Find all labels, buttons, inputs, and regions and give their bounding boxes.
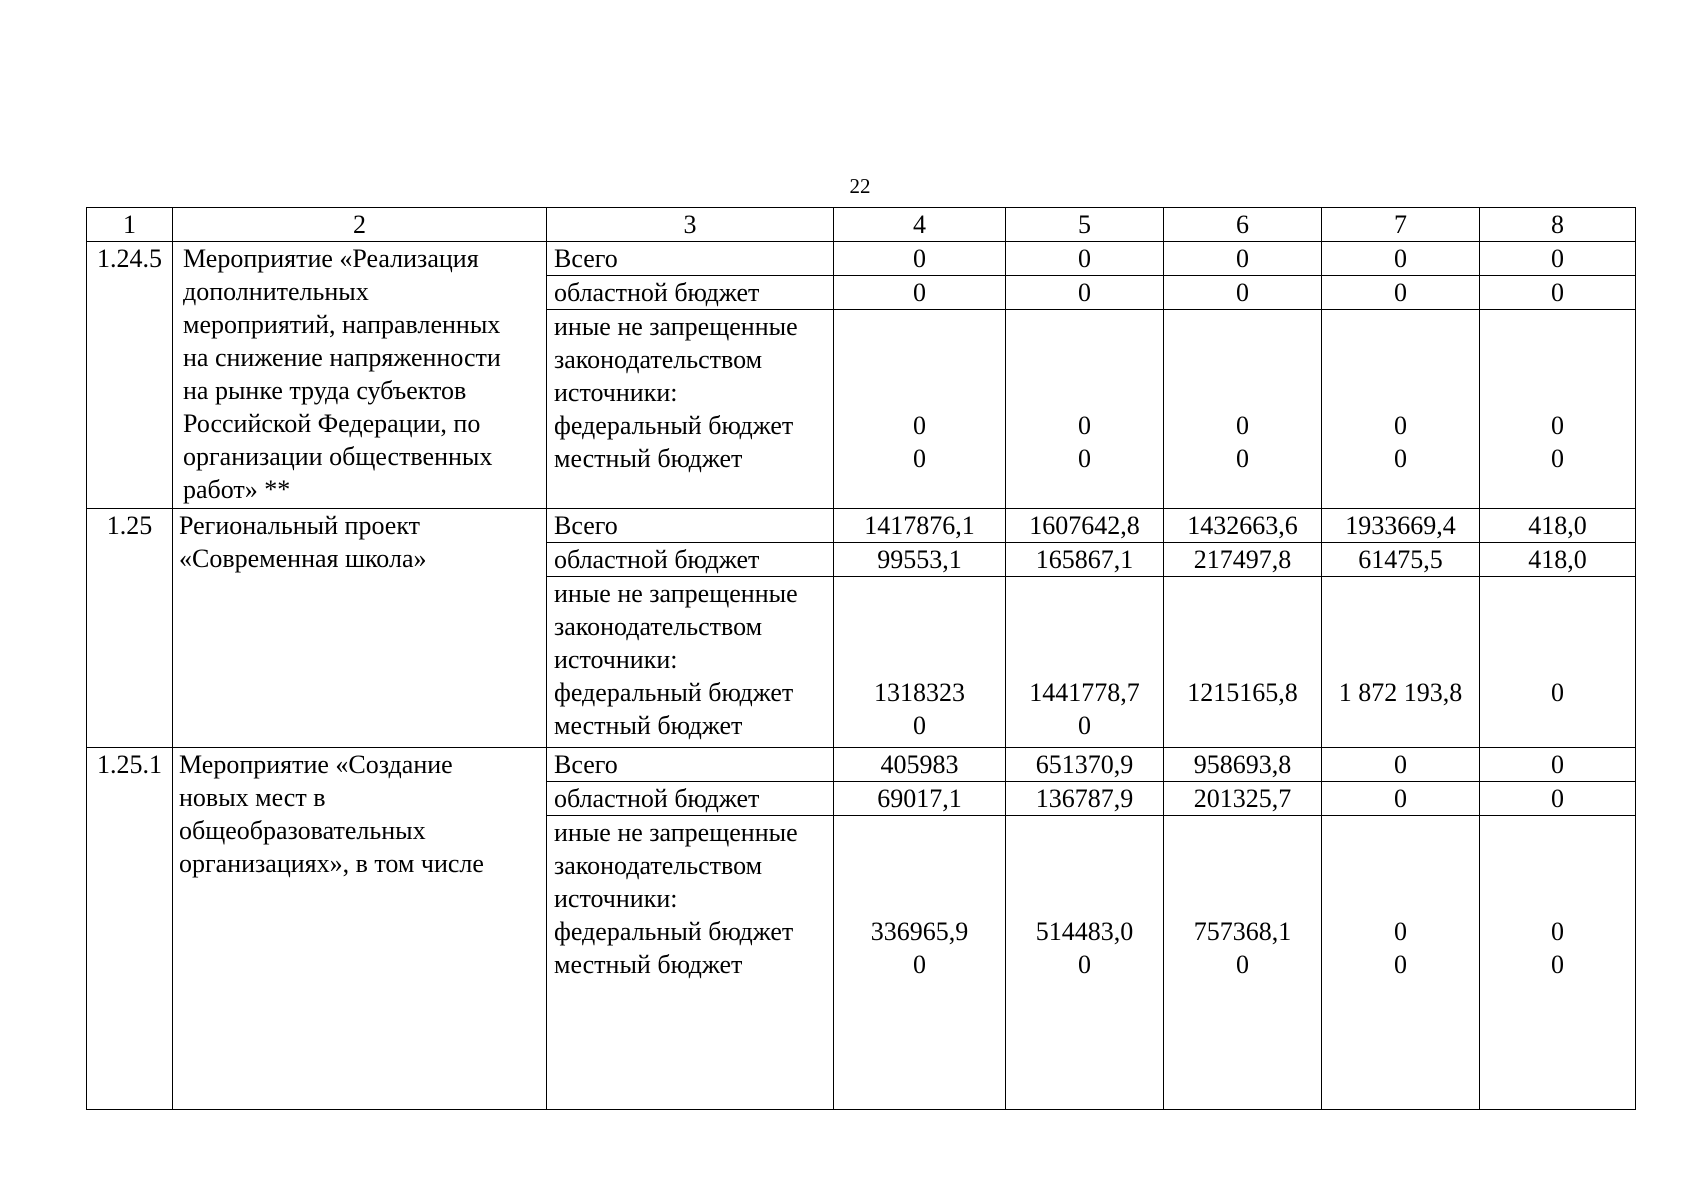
federal-value: 336965,9 <box>870 917 969 946</box>
local-value: 0 <box>1236 950 1249 979</box>
value-cell: 0 <box>1480 782 1636 816</box>
total-row <box>87 509 1636 543</box>
value-cell <box>834 310 1006 509</box>
value-cell: 0 <box>1322 782 1480 816</box>
item-name <box>173 748 547 1110</box>
item-name-line: Российской Федерации, по <box>183 409 481 438</box>
value-cell: 0 <box>1006 242 1164 276</box>
source-label-line: местный бюджет <box>554 444 743 473</box>
value-cell <box>1322 310 1480 509</box>
federal-value: 514483,0 <box>1035 917 1134 946</box>
value-cell: 165867,1 <box>1006 543 1164 577</box>
column-number: 3 <box>547 208 834 242</box>
item-name-line: дополнительных <box>183 277 369 306</box>
local-value: 0 <box>1078 950 1091 979</box>
federal-value: 0 <box>913 411 926 440</box>
value-cell <box>1164 577 1322 748</box>
source-label-line: законодательством <box>554 345 763 374</box>
value-cell: 0 <box>1322 276 1480 310</box>
local-value: 0 <box>1551 950 1564 979</box>
value-cell: 0 <box>1480 276 1636 310</box>
federal-value: 0 <box>1551 917 1564 946</box>
value-cell <box>1480 310 1636 509</box>
item-name <box>173 509 547 748</box>
item-name-line: на рынке труда субъектов <box>183 376 467 405</box>
column-number: 8 <box>1480 208 1636 242</box>
item-code: 1.25.1 <box>87 748 173 1110</box>
column-number: 6 <box>1164 208 1322 242</box>
value-cell: 99553,1 <box>834 543 1006 577</box>
item-name-line: работ» ** <box>183 475 291 504</box>
value-cell: 418,0 <box>1480 509 1636 543</box>
value-cell: 1607642,8 <box>1006 509 1164 543</box>
federal-value: 0 <box>1236 411 1249 440</box>
value-cell: 0 <box>1480 748 1636 782</box>
item-name-line: организациях», в том числе <box>179 849 484 878</box>
value-cell: 0 <box>834 276 1006 310</box>
value-cell: 136787,9 <box>1006 782 1164 816</box>
source-label-line: источники: <box>554 645 678 674</box>
column-number: 2 <box>173 208 547 242</box>
federal-value: 0 <box>1551 678 1564 707</box>
item-name-line: новых мест в <box>179 783 326 812</box>
value-cell: 217497,8 <box>1164 543 1322 577</box>
local-value: 0 <box>1394 950 1407 979</box>
item-name-line: мероприятий, направленных <box>183 310 501 339</box>
source-label-line: источники: <box>554 884 678 913</box>
page-number: 22 <box>849 174 871 198</box>
value-cell <box>1164 310 1322 509</box>
value-cell: 61475,5 <box>1322 543 1480 577</box>
item-name-line: Региональный проект <box>179 511 420 540</box>
value-cell <box>1322 816 1480 1110</box>
source-label-line: федеральный бюджет <box>554 678 794 707</box>
federal-value: 1 872 193,8 <box>1338 678 1463 707</box>
item-name-line: «Современная школа» <box>179 544 427 573</box>
source-label-line: местный бюджет <box>554 711 743 740</box>
federal-value: 1318323 <box>874 678 965 707</box>
value-cell: 651370,9 <box>1006 748 1164 782</box>
federal-value: 1441778,7 <box>1029 678 1140 707</box>
local-value: 0 <box>913 950 926 979</box>
total-row <box>87 242 1636 276</box>
source-label: областной бюджет <box>547 782 834 816</box>
value-cell <box>1006 310 1164 509</box>
value-cell <box>1480 816 1636 1110</box>
column-number: 7 <box>1322 208 1480 242</box>
federal-value: 0 <box>1078 411 1091 440</box>
source-label-line: законодательством <box>554 612 763 641</box>
value-cell: 418,0 <box>1480 543 1636 577</box>
local-value: 0 <box>1078 711 1091 740</box>
local-value: 0 <box>913 444 926 473</box>
local-value: 0 <box>1236 444 1249 473</box>
column-number: 1 <box>87 208 173 242</box>
value-cell: 201325,7 <box>1164 782 1322 816</box>
column-number: 4 <box>834 208 1006 242</box>
column-number-row <box>87 208 1636 242</box>
source-label-line: источники: <box>554 378 678 407</box>
item-name-line: общеобразовательных <box>179 816 426 845</box>
value-cell: 0 <box>1480 242 1636 276</box>
source-label-line: иные не запрещенные <box>554 579 798 608</box>
federal-value: 0 <box>1394 411 1407 440</box>
value-cell: 69017,1 <box>834 782 1006 816</box>
value-cell: 958693,8 <box>1164 748 1322 782</box>
local-value: 0 <box>913 711 926 740</box>
budget-table <box>86 207 1636 1110</box>
source-label-line: иные не запрещенные <box>554 818 798 847</box>
value-cell: 0 <box>1164 242 1322 276</box>
value-cell: 0 <box>1322 748 1480 782</box>
value-cell <box>834 816 1006 1110</box>
value-cell: 1417876,1 <box>834 509 1006 543</box>
item-code: 1.25 <box>87 509 173 748</box>
value-cell: 1432663,6 <box>1164 509 1322 543</box>
column-number: 5 <box>1006 208 1164 242</box>
item-name-line: Мероприятие «Реализация <box>183 244 479 273</box>
value-cell: 405983 <box>834 748 1006 782</box>
source-label: Всего <box>547 242 834 276</box>
source-label-line: местный бюджет <box>554 950 743 979</box>
item-name-line: Мероприятие «Создание <box>179 750 453 779</box>
item-name-line: на снижение напряженности <box>183 343 501 372</box>
source-label: Всего <box>547 509 834 543</box>
value-cell <box>1164 816 1322 1110</box>
item-name-line: организации общественных <box>183 442 493 471</box>
federal-value: 0 <box>1551 411 1564 440</box>
value-cell: 0 <box>834 242 1006 276</box>
value-cell <box>1006 577 1164 748</box>
local-value: 0 <box>1394 444 1407 473</box>
value-cell: 0 <box>1164 276 1322 310</box>
value-cell <box>834 577 1006 748</box>
value-cell: 0 <box>1322 242 1480 276</box>
federal-value: 757368,1 <box>1193 917 1292 946</box>
federal-value: 0 <box>1394 917 1407 946</box>
value-cell <box>1480 577 1636 748</box>
value-cell <box>1006 816 1164 1110</box>
source-label-line: федеральный бюджет <box>554 411 794 440</box>
total-row <box>87 748 1636 782</box>
value-cell: 0 <box>1006 276 1164 310</box>
source-label <box>547 310 834 509</box>
source-label <box>547 577 834 748</box>
item-code: 1.24.5 <box>87 242 173 509</box>
item-name <box>173 242 547 509</box>
source-label <box>547 816 834 1110</box>
value-cell: 1933669,4 <box>1322 509 1480 543</box>
source-label-line: иные не запрещенные <box>554 312 798 341</box>
source-label-line: федеральный бюджет <box>554 917 794 946</box>
local-value: 0 <box>1078 444 1091 473</box>
source-label-line: законодательством <box>554 851 763 880</box>
source-label: областной бюджет <box>547 543 834 577</box>
value-cell <box>1322 577 1480 748</box>
source-label: областной бюджет <box>547 276 834 310</box>
federal-value: 1215165,8 <box>1187 678 1298 707</box>
source-label: Всего <box>547 748 834 782</box>
local-value: 0 <box>1551 444 1564 473</box>
